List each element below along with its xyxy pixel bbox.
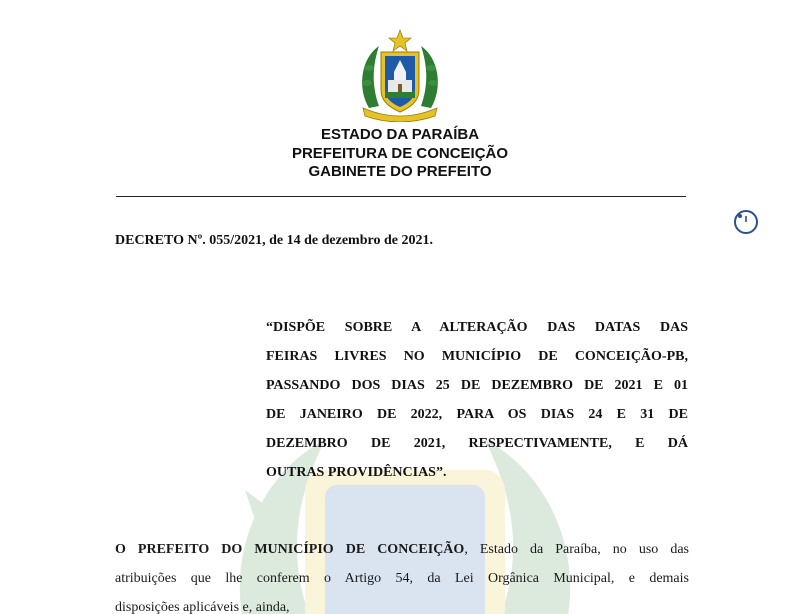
body-line-rest: , Estado da Paraíba, no uso das bbox=[464, 542, 689, 557]
body-lead-bold: O PREFEITO DO MUNICÍPIO DE CONCEIÇÃO bbox=[115, 542, 465, 557]
decree-title: DECRETO Nº. 055/2021, de 14 de dezembro de 2021. bbox=[115, 233, 433, 248]
body-paragraph bbox=[115, 535, 689, 614]
summary-line: DEZEMBRO DE 2021, RESPECTIVAMENTE, E DÁ bbox=[266, 436, 688, 451]
body-line: atribuições que lhe conferem o Artigo 54, da Lei Orgânica Municipal, e demais bbox=[115, 571, 689, 586]
header-office: GABINETE DO PREFEITO bbox=[308, 163, 492, 180]
header-prefecture: PREFEITURA DE CONCEIÇÃO bbox=[291, 145, 509, 162]
body-line: disposições aplicáveis e, ainda, bbox=[115, 600, 290, 614]
summary-line: FEIRAS LIVRES NO MUNICÍPIO DE CONCEIÇÃO-PB, bbox=[266, 349, 688, 364]
summary-line: DE JANEIRO DE 2022, PARA OS DIAS 24 E 31 DE bbox=[266, 407, 688, 422]
coat-of-arms-icon bbox=[355, 28, 445, 122]
decree-summary bbox=[266, 313, 688, 487]
summary-line: “DISPÕE SOBRE A ALTERAÇÃO DAS DATAS DAS bbox=[266, 320, 688, 335]
summary-line: PASSANDO DOS DIAS 25 DE DEZEMBRO DE 2021 E 01 bbox=[266, 378, 688, 393]
summary-line: OUTRAS PROVIDÊNCIAS”. bbox=[266, 465, 447, 480]
header-state: ESTADO DA PARAÍBA bbox=[320, 126, 480, 143]
header-divider bbox=[116, 196, 686, 197]
clock-icon[interactable] bbox=[733, 209, 759, 235]
body-line bbox=[115, 535, 689, 564]
